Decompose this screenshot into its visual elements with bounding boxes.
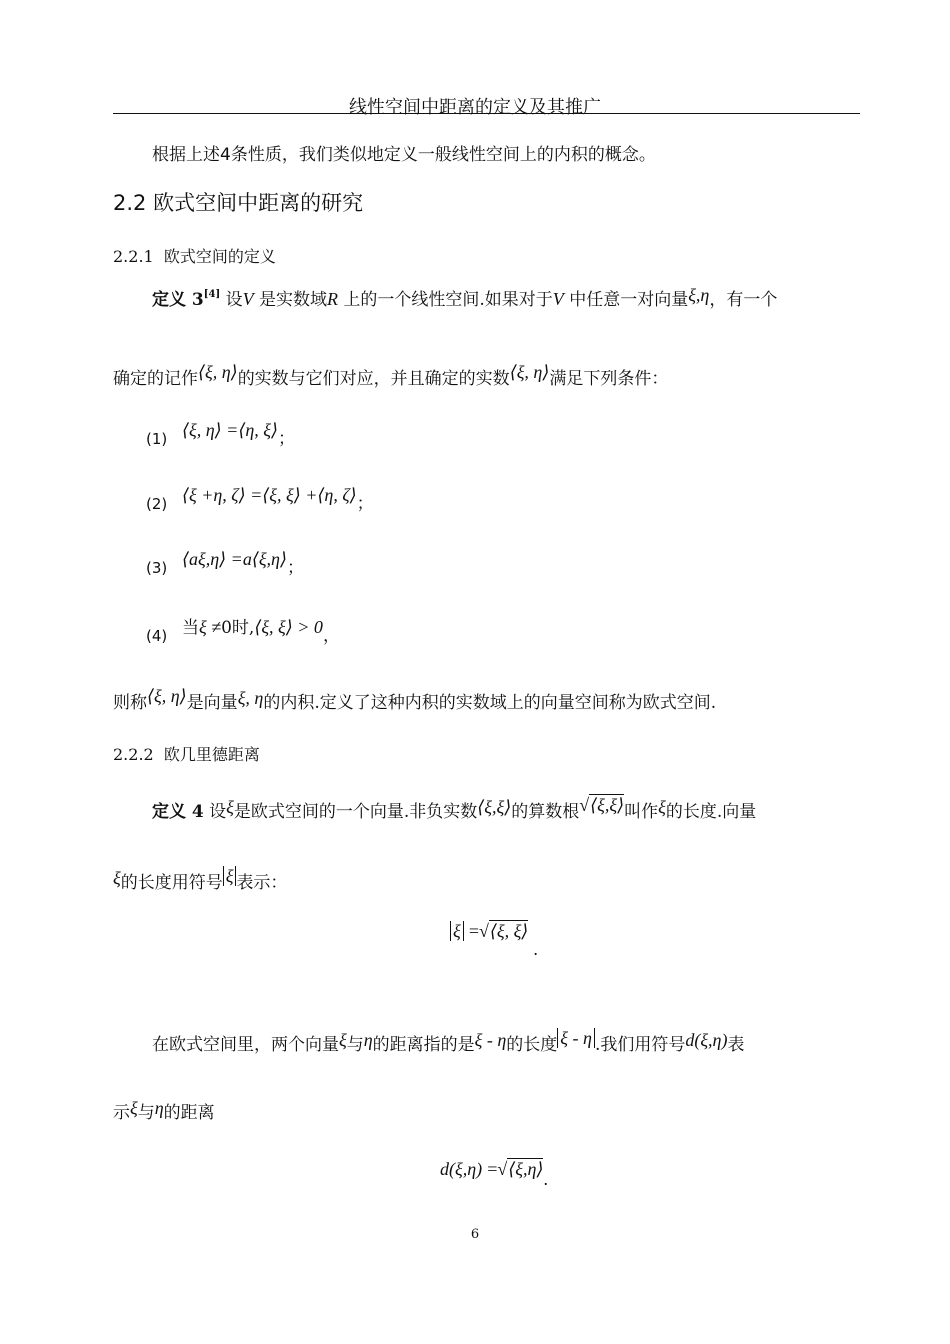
math-difference: ξ - η	[474, 1030, 507, 1050]
math-eta: η	[154, 1098, 164, 1118]
text: 叫作	[624, 802, 659, 822]
punct: .	[533, 939, 538, 959]
math-distance: d(ξ,η)	[685, 1030, 728, 1050]
page-header-title: 线性空间中距离的定义及其推广	[349, 97, 601, 118]
condition-number: (4)	[146, 627, 168, 645]
definition-label: 定义 3	[152, 290, 204, 310]
text: 满足下列条件：	[549, 369, 669, 389]
punct: ；	[278, 429, 296, 449]
condition-formula: ⟨aξ,η⟩ =a⟨ξ,η⟩	[182, 549, 288, 569]
math-inner-product: ⟨ξ, η⟩	[509, 362, 550, 382]
text: 示	[113, 1103, 130, 1123]
text: 设	[225, 290, 243, 310]
header-rule	[113, 113, 860, 114]
text: ，有一个	[709, 290, 778, 310]
distance-paragraph-line-2	[113, 1098, 215, 1123]
conclusion-paragraph	[113, 686, 716, 713]
math: ξ ≠	[199, 617, 222, 637]
condition-1	[146, 420, 295, 449]
distance-paragraph-line-1	[152, 1028, 744, 1055]
subsection-title: 欧式空间的定义	[163, 247, 276, 266]
condition-formula: ⟨ξ +η, ζ⟩ =⟨ξ, ξ⟩ +⟨η, ζ⟩	[182, 485, 357, 505]
text: 是欧式空间的一个向量.非负实数	[233, 802, 478, 822]
text: 的内积.定义了这种内积的实数域上的向量空间称为欧式空间.	[263, 693, 717, 713]
math-xi: ξ	[113, 868, 121, 888]
text: 确定的记作	[113, 369, 198, 389]
punct: ；	[287, 558, 305, 578]
punct: ，	[322, 626, 340, 646]
text: 中任意一对向量	[569, 290, 689, 310]
math-inner-product: ⟨ξ, η⟩	[147, 686, 187, 706]
math-distance: d(ξ,η)	[440, 1159, 483, 1179]
math-sqrt-radicand: ⟨ξ, ξ⟩	[489, 921, 529, 941]
math-inner-product: ⟨ξ,ξ⟩	[477, 797, 512, 817]
text: 与	[346, 1035, 364, 1055]
math-norm: ξ	[223, 866, 237, 886]
text: .我们用符号	[594, 1035, 686, 1055]
definition-4-line-1: 定义 4 设ξ是欧式空间的一个向量.非负实数⟨ξ,ξ⟩的算数根√⟨ξ,ξ⟩叫作ξ的长度.向量	[152, 795, 757, 822]
math-R: R	[326, 289, 338, 309]
definition-3-line-2	[113, 362, 668, 389]
text: 设	[209, 802, 227, 822]
math-xi: ξ	[339, 1030, 347, 1050]
math-xi: ξ	[226, 797, 234, 817]
text: 是向量	[186, 693, 238, 713]
intro-text-pre: 根据上述	[152, 145, 220, 165]
math-xi: ξ	[658, 797, 666, 817]
text: 在欧式空间里，两个向量	[152, 1035, 339, 1055]
text: 的算数根	[511, 802, 580, 822]
text: 的长度	[506, 1035, 558, 1055]
citation-ref[interactable]: [4]	[203, 289, 221, 300]
definition-3-line-1	[152, 285, 777, 310]
condition-2	[146, 485, 374, 514]
subsection-number: 2.2.2	[113, 745, 154, 764]
math-inner-product: ⟨ξ, η⟩	[198, 362, 238, 382]
math-xi: ξ	[130, 1098, 138, 1118]
math-eta: η	[363, 1030, 373, 1050]
math-V: V	[552, 289, 564, 309]
math-vectors: ξ, η	[237, 688, 264, 708]
subsection-heading-1	[113, 244, 276, 267]
page-number: 6	[470, 1227, 480, 1242]
formula-distance: d(ξ,η) =√⟨ξ,η⟩.	[440, 1159, 548, 1189]
text: 上的一个线性空间.如果对于	[343, 290, 553, 310]
condition-formula: ⟨ξ, ξ⟩ > 0	[254, 617, 323, 637]
text: 的距离指的是	[372, 1035, 475, 1055]
math-norm: ξ	[450, 921, 464, 941]
condition-number: (1)	[146, 430, 168, 448]
condition-number: (2)	[146, 495, 168, 513]
condition-formula: ⟨ξ, η⟩ =⟨η, ξ⟩	[182, 420, 279, 440]
subsection-number: 2.2.1	[113, 247, 154, 266]
intro-number: 4	[220, 145, 231, 165]
text: 表	[727, 1035, 745, 1055]
text: 的距离	[163, 1103, 215, 1123]
definition-label: 定义 4	[152, 802, 204, 822]
math-eq: =	[487, 1159, 498, 1179]
text: 是实数域	[258, 290, 327, 310]
math-eq: =	[468, 921, 479, 941]
text: 与	[137, 1103, 155, 1123]
punct: ；	[356, 494, 374, 514]
subsection-title: 欧几里德距离	[163, 745, 260, 764]
condition-number: (3)	[146, 559, 168, 577]
intro-paragraph	[152, 140, 656, 165]
text: 的实数与它们对应，并且确定的实数	[237, 369, 510, 389]
definition-4-line-2	[113, 866, 287, 893]
section-heading: 2.2 欧式空间中距离的研究	[113, 191, 364, 215]
text: 表示：	[236, 873, 288, 893]
condition-3	[146, 549, 304, 578]
text: 当	[182, 618, 199, 638]
text: 的长度用符号	[120, 873, 223, 893]
text: 0时,	[221, 618, 255, 638]
text: 则称	[113, 693, 147, 713]
subsection-heading-2	[113, 742, 260, 765]
math-vectors: ξ,η	[688, 285, 710, 305]
math-norm: ξ - η	[557, 1028, 595, 1048]
intro-text-post: 条性质，我们类似地定义一般线性空间上的内积的概念。	[230, 145, 656, 165]
punct: .	[543, 1169, 548, 1189]
text: 的长度.向量	[665, 802, 757, 822]
math-V: V	[242, 289, 254, 309]
math-sqrt-radicand: ⟨ξ,ξ⟩	[590, 795, 625, 815]
formula-length: ξ =√⟨ξ, ξ⟩ .	[450, 920, 538, 960]
condition-4	[146, 613, 340, 646]
math-sqrt-radicand: ⟨ξ,η⟩	[508, 1159, 544, 1179]
